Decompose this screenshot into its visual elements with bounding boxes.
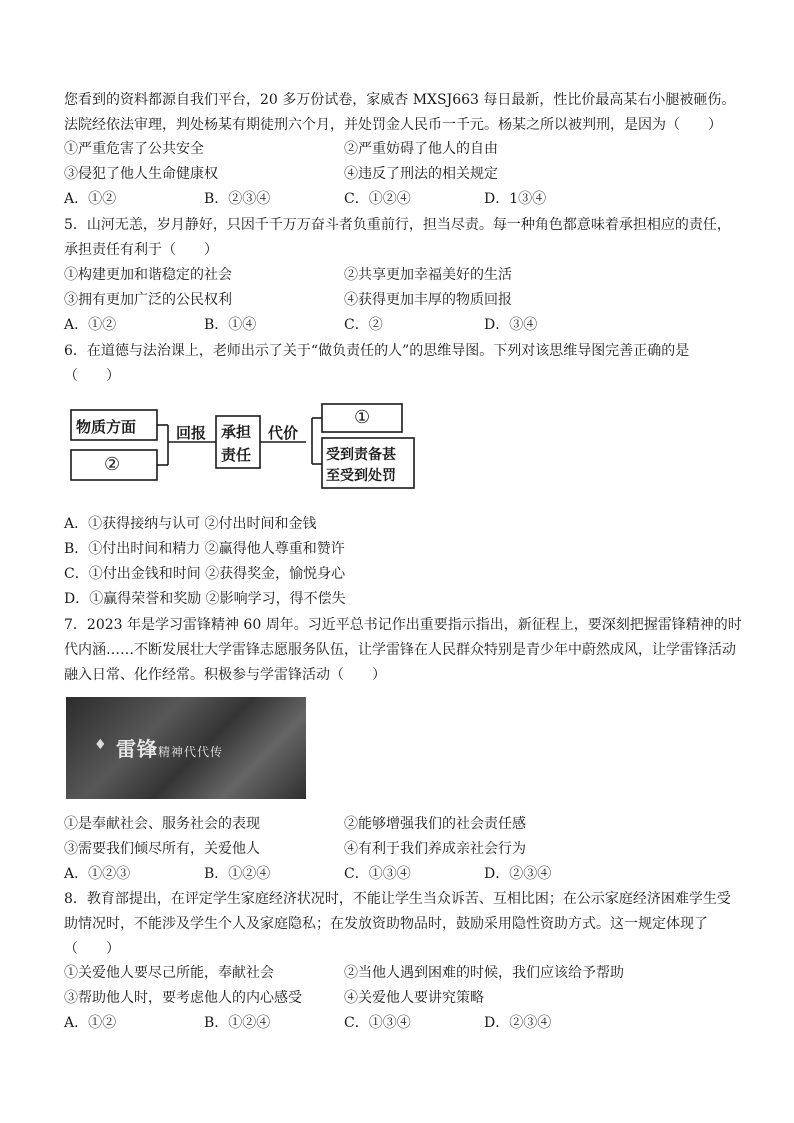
q5-option-c[interactable]: C．② bbox=[344, 317, 383, 333]
q4-stem: 法院经依法审理，判处杨某有期徒刑六个月，并处罚金人民币一千元。杨某之所以被判刑，是因为（ ） bbox=[64, 117, 722, 133]
q8-item-3: ③帮助他人时，要考虑他人的内心感受 bbox=[64, 990, 302, 1006]
q5-option-b[interactable]: B．①④ bbox=[204, 317, 257, 333]
flame-icon: ♦ bbox=[94, 737, 107, 753]
q4-item-2: ②严重妨碍了他人的自由 bbox=[344, 141, 498, 157]
box-two-label: ② bbox=[104, 454, 121, 475]
q8-stem-3: （ ） bbox=[64, 941, 120, 957]
banner-title-small: 精神代代传 bbox=[158, 745, 224, 759]
q4-items-row-1 bbox=[64, 139, 744, 159]
q4-item-1: ①严重危害了公共安全 bbox=[64, 141, 204, 157]
q8-stem-1: 8．教育部提出，在评定学生家庭经济状况时，不能让学生当众诉苦、互相比困；在公示家庭经济困难学生受 bbox=[64, 891, 731, 907]
banner-title-big: 雷锋 bbox=[116, 737, 158, 761]
q7-items-row-2 bbox=[64, 839, 744, 859]
q7-stem-2: 代内涵……不断发展壮大学雷锋志愿服务队伍，让学雷锋在人民群众特别是青少年中蔚然成风，让学雷锋活动 bbox=[64, 642, 736, 658]
q7-item-3: ③需要我们倾尽所有，关爱他人 bbox=[64, 841, 260, 857]
q6-stem-2: （ ） bbox=[64, 368, 120, 384]
intro-line-1: 您看到的资料都源自我们平台，20 多万份试卷，家威杏 MXSJ663 每日最新，性比价最高某右小腿被砸伤。 bbox=[64, 92, 736, 108]
q8-stem-2: 助情况时，不能涉及学生个人及家庭隐私；在发放资助物品时，鼓励采用隐性资助方式。这一规定体现了 bbox=[64, 916, 708, 932]
q6-option-c[interactable]: C．①付出金钱和时间 ②获得奖金，愉悦身心 bbox=[64, 566, 346, 582]
q4-option-c[interactable]: C．①②④ bbox=[344, 191, 411, 207]
q4-option-a[interactable]: A．①② bbox=[64, 191, 117, 207]
q7-option-c[interactable]: C．①③④ bbox=[344, 866, 411, 882]
q8-option-d[interactable]: D．②③④ bbox=[484, 1015, 552, 1031]
q7-item-4: ④有利于我们养成亲社会行为 bbox=[344, 841, 526, 857]
q5-option-a[interactable]: A．①② bbox=[64, 317, 117, 333]
q7-items-row-1 bbox=[64, 814, 744, 834]
q7-stem-1: 7．2023 年是学习雷锋精神 60 周年。习近平总书记作出重要指示指出，新征程上，要深刻把握雷锋精神的时 bbox=[64, 617, 742, 633]
banner-title bbox=[116, 733, 223, 762]
q4-item-3: ③侵犯了他人生命健康权 bbox=[64, 166, 218, 182]
box-center-label-2: 责任 bbox=[221, 446, 252, 464]
q4-option-d[interactable]: D．1③④ bbox=[484, 191, 547, 207]
q8-item-4: ④关爱他人要讲究策略 bbox=[344, 990, 484, 1006]
box-blame-label-2: 至受到处罚 bbox=[326, 468, 396, 484]
q7-item-1: ①是奉献社会、服务社会的表现 bbox=[64, 816, 260, 832]
q8-options bbox=[64, 1013, 744, 1033]
q4-item-4: ④违反了刑法的相关规定 bbox=[344, 166, 498, 182]
q5-item-1: ①构建更加和谐稳定的社会 bbox=[64, 267, 232, 283]
q5-item-3: ③拥有更加广泛的公民权利 bbox=[64, 292, 232, 308]
mind-map-diagram bbox=[68, 398, 418, 498]
q5-options bbox=[64, 315, 744, 335]
q6-option-a[interactable]: A．①获得接纳与认可 ②付出时间和金钱 bbox=[64, 516, 317, 532]
q8-items-row-1 bbox=[64, 963, 744, 983]
q5-stem-1: 5．山河无恙，岁月静好，只因千千万万奋斗者负重前行，担当尽责。每一种角色都意味着承担相应的责任， bbox=[64, 217, 731, 233]
q6-option-b[interactable]: B．①付出时间和精力 ②赢得他人尊重和赞许 bbox=[64, 541, 345, 557]
box-one-label: ① bbox=[354, 407, 371, 428]
q7-options bbox=[64, 864, 744, 884]
q4-items-row-2 bbox=[64, 164, 744, 184]
q5-items-row-2 bbox=[64, 290, 744, 310]
q7-option-b[interactable]: B．①②④ bbox=[204, 866, 271, 882]
q7-item-2: ②能够增强我们的社会责任感 bbox=[344, 816, 526, 832]
q8-item-1: ①关爱他人要尽己所能，奉献社会 bbox=[64, 965, 274, 981]
q7-option-d[interactable]: D．②③④ bbox=[484, 866, 552, 882]
box-center-label-1: 承担 bbox=[221, 423, 252, 441]
q7-option-a[interactable]: A．①②③ bbox=[64, 866, 131, 882]
leifeng-banner-image bbox=[66, 697, 306, 799]
q7-stem-3: 融入日常、化作经常。积极参与学雷锋活动（ ） bbox=[64, 667, 386, 683]
q4-options bbox=[64, 189, 744, 209]
q5-item-4: ④获得更加丰厚的物质回报 bbox=[344, 292, 512, 308]
q8-option-c[interactable]: C．①③④ bbox=[344, 1015, 411, 1031]
q8-option-b[interactable]: B．①②④ bbox=[204, 1015, 271, 1031]
q6-option-d[interactable]: D．①赢得荣誉和奖励 ②影响学习，得不偿失 bbox=[64, 591, 346, 607]
label-cost: 代价 bbox=[268, 424, 299, 442]
q5-items-row-1 bbox=[64, 265, 744, 285]
q6-stem-1: 6．在道德与法治课上，老师出示了关于“做负责任的人”的思维导图。下列对该思维导图完善正确的是 bbox=[64, 343, 690, 359]
q8-items-row-2 bbox=[64, 988, 744, 1008]
q5-stem-2: 承担责任有利于（ ） bbox=[64, 242, 218, 258]
q5-option-d[interactable]: D．③④ bbox=[484, 317, 538, 333]
q8-option-a[interactable]: A．①② bbox=[64, 1015, 117, 1031]
q4-option-b[interactable]: B．②③④ bbox=[204, 191, 271, 207]
q8-item-2: ②当他人遇到困难的时候，我们应该给予帮助 bbox=[344, 965, 624, 981]
q5-item-2: ②共享更加幸福美好的生活 bbox=[344, 267, 512, 283]
box-material-label: 物质方面 bbox=[76, 418, 137, 436]
label-return: 回报 bbox=[176, 424, 207, 442]
box-blame-label-1: 受到责备甚 bbox=[326, 447, 396, 463]
